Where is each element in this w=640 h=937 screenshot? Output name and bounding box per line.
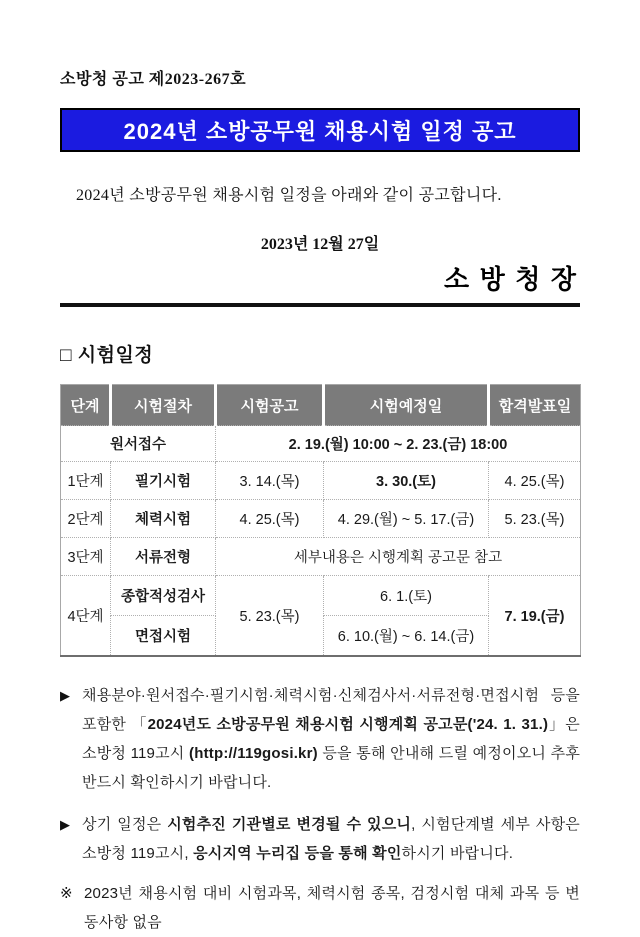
stage4-exam-date-aptitude: 6. 1.(토) (324, 576, 489, 616)
table-row-stage4-aptitude (61, 576, 581, 616)
intro-text: 2024년 소방공무원 채용시험 일정을 아래와 같이 공고합니다. (76, 187, 502, 204)
stage1-exam-date: 3. 30.(토) (324, 462, 489, 500)
stage1-result-date: 4. 25.(목) (489, 462, 581, 500)
triangle-bullet-icon: ▶ (60, 816, 70, 832)
application-period: 2. 19.(월) 10:00 ~ 2. 23.(금) 18:00 (216, 426, 581, 462)
stage3-note: 세부내용은 시행계획 공고문 참고 (216, 538, 581, 576)
stage4-result-date: 7. 19.(금) (489, 576, 581, 656)
stage1-announce: 3. 14.(목) (216, 462, 324, 500)
col-header-announce: 시험공고 (216, 385, 324, 426)
stage2-stage: 2단계 (61, 500, 111, 538)
stage3-stage: 3단계 (61, 538, 111, 576)
section-divider (60, 303, 580, 307)
table-row-stage3 (61, 538, 581, 576)
stage4-procedure-aptitude: 종합적성검사 (111, 576, 216, 616)
stage2-result-date: 5. 23.(목) (489, 500, 581, 538)
col-header-stage: 단계 (61, 385, 111, 426)
table-row-stage1 (61, 462, 581, 500)
announcement-date: 2023년 12월 27일 (260, 236, 380, 253)
stage1-stage: 1단계 (61, 462, 111, 500)
application-label: 원서접수 (61, 426, 216, 462)
exam-schedule-table (60, 384, 581, 657)
signer-title: 소 방 청 장 (444, 265, 578, 294)
stage2-procedure: 체력시험 (111, 500, 216, 538)
col-header-exam-date: 시험예정일 (324, 385, 489, 426)
stage4-announce: 5. 23.(목) (216, 576, 324, 656)
note-bullet-1 (60, 681, 580, 797)
stage4-exam-date-interview: 6. 10.(월) ~ 6. 14.(금) (324, 616, 489, 656)
stage2-announce: 4. 25.(목) (216, 500, 324, 538)
note-text-1: 채용분야·원서접수·필기시험·체력시험·신체검사서·서류전형·면접시험 등을 포함한 「2024년도 소방공무원 채용시험 시행계획 공고문('24. 1. 31.)」은 소방청 119고시 (http://119gosi.kr) 등을 통해 안내해 드릴 예정이오니 추후 반드시 확인하시기 바랍니다. (82, 686, 581, 791)
note-text-3: 2023년 채용시험 대비 시험과목, 체력시험 종목, 검정시험 대체 과목 등 변동사항 없음 (84, 884, 580, 931)
stage4-procedure-interview: 면접시험 (111, 616, 216, 656)
triangle-bullet-icon: ▶ (60, 687, 70, 703)
table-header-row (61, 385, 581, 426)
reference-mark-icon: ※ (60, 884, 73, 902)
stage1-procedure: 필기시험 (111, 462, 216, 500)
section-title: □ 시험일정 (60, 345, 154, 366)
table-row-stage2 (61, 500, 581, 538)
notes-section (60, 681, 580, 937)
table-row-application (61, 426, 581, 462)
col-header-result-date: 합격발표일 (489, 385, 581, 426)
stage4-stage: 4단계 (61, 576, 111, 656)
stage2-exam-date: 4. 29.(월) ~ 5. 17.(금) (324, 500, 489, 538)
note-text-2: 상기 일정은 시험추진 기관별로 변경될 수 있으니, 시험단계별 세부 사항은 소방청 119고시, 응시지역 누리집 등을 통해 확인하시기 바랍니다. (82, 815, 581, 862)
stage3-procedure: 서류전형 (111, 538, 216, 576)
notice-number: 소방청 공고 제2023-267호 (60, 71, 247, 88)
note-bullet-2 (60, 810, 580, 868)
note-reference (60, 879, 580, 937)
banner-title: 2024년 소방공무원 채용시험 일정 공고 (123, 118, 517, 144)
col-header-procedure: 시험절차 (111, 385, 216, 426)
title-banner (60, 108, 580, 152)
